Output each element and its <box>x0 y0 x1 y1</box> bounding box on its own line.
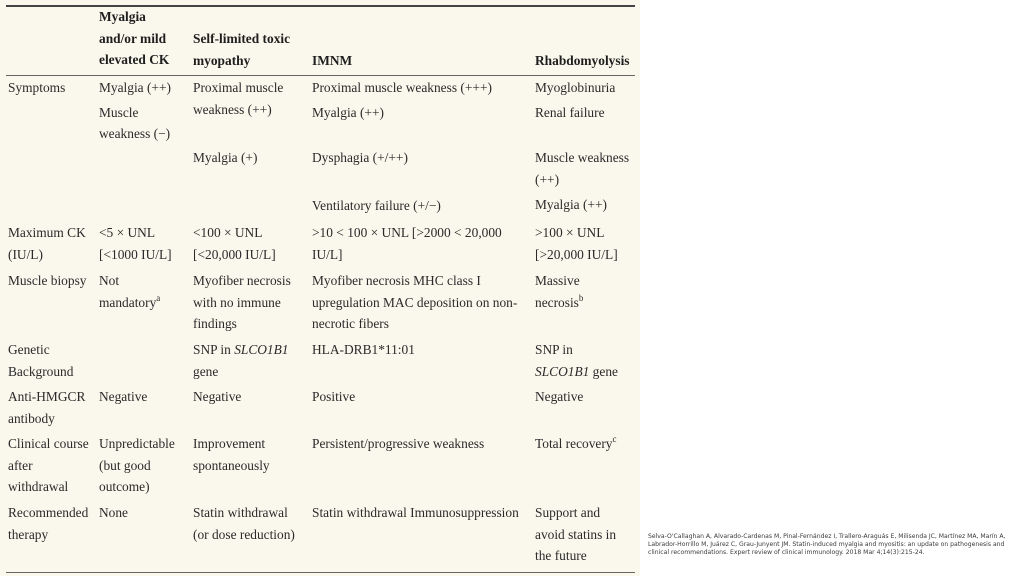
course-self-limited-cell: Improvement spontaneously <box>193 436 270 473</box>
symptoms-myalgia-cell: Myalgia (++) Muscle weakness (−) <box>99 80 171 141</box>
table-header-rule <box>6 75 635 76</box>
biopsy-imnm-cell: Myofiber necrosis MHC class I upregulation MAC deposition on non- necrotic fibers <box>312 273 518 331</box>
genetic-rhabdo-cell: SNP in SLCO1B1 gene <box>535 342 618 379</box>
biopsy-self-limited-cell: Myofiber necrosis with no immune findings <box>193 273 291 331</box>
antibody-self-limited-cell: Negative <box>193 389 242 404</box>
row-label-biopsy: Muscle biopsy <box>8 273 87 288</box>
therapy-rhabdo-cell: Support and avoid statins in the future <box>535 505 617 563</box>
antibody-rhabdo-cell: Negative <box>535 389 584 404</box>
max-ck-myalgia-cell: <5 × UNL [<1000 IU/L] <box>99 225 172 262</box>
header-myalgia: Myalgia and/or mild elevated CK <box>99 9 170 67</box>
header-rhabdomyolysis: Rhabdomyolysis <box>535 53 630 68</box>
header-imnm: IMNM <box>312 53 353 68</box>
biopsy-rhabdo-cell: Massive necrosis$^b$ <box>535 273 584 310</box>
symptoms-self-limited-cell: Proximal muscle weakness (++) Myalgia (+) <box>193 80 284 165</box>
course-imnm-cell: Persistent/progressive weakness <box>312 436 485 451</box>
row-label-symptoms: Symptoms <box>8 80 66 95</box>
antibody-imnm-cell: Positive <box>312 389 356 404</box>
symptoms-rhabdo-cell: Myoglobinuria Renal failure Muscle weakness (++) Myalgia (++) <box>535 80 630 212</box>
row-label-antibody: Anti-HMGCR antibody <box>8 389 86 426</box>
max-ck-self-limited-cell: <100 × UNL [<20,000 IU/L] <box>193 225 276 262</box>
course-rhabdo-cell: Total recovery$^c$ <box>535 434 617 451</box>
row-label-therapy: Recommended therapy <box>8 505 89 542</box>
max-ck-imnm-cell: >10 < 100 × UNL [>2000 < 20,000 IU/L] <box>312 225 502 262</box>
header-self-limited: Self-limited toxic myopathy <box>193 31 291 68</box>
therapy-myalgia-cell: None <box>99 505 129 520</box>
row-label-genetic: Genetic Background <box>8 342 74 379</box>
genetic-self-limited-cell: SNP in SLCO1B1 gene <box>193 342 289 379</box>
max-ck-rhabdo-cell: >100 × UNL [>20,000 IU/L] <box>535 225 618 262</box>
genetic-imnm-cell: HLA-DRB1*11:01 <box>312 342 415 357</box>
row-label-max-ck: Maximum CK (IU/L) <box>8 225 86 262</box>
course-myalgia-cell: Unpredictable (but good outcome) <box>99 436 175 494</box>
citation-text: Selva-O'Callaghan A, Alvarado-Cardenas M, Pinal-Fernández I, Trallero-Araguás E, Milisenda JC, Martínez MA, Marín A, Labrador-Horrillo M, Juárez C, Grau-Junyent JM. Statin-induced myalgia and myositis: an update on pathogenesis and clinical recommendations. Expert review of clinical immunology. 2018 Mar 4;14(3):215-24. <box>648 533 1006 557</box>
antibody-myalgia-cell: Negative <box>99 389 148 404</box>
row-label-clinical-course: Clinical course after withdrawal <box>8 436 89 494</box>
symptoms-imnm-cell: Proximal muscle weakness (+++) Myalgia (++) Dysphagia (+/++) Ventilatory failure (+/−) <box>312 80 492 213</box>
therapy-self-limited-cell: Statin withdrawal (or dose reduction) <box>193 505 295 542</box>
table-bottom-rule <box>6 572 635 573</box>
biopsy-myalgia-cell: Not mandatory$^a$ <box>99 273 161 310</box>
therapy-imnm-cell: Statin withdrawal Immunosuppression <box>312 505 519 520</box>
